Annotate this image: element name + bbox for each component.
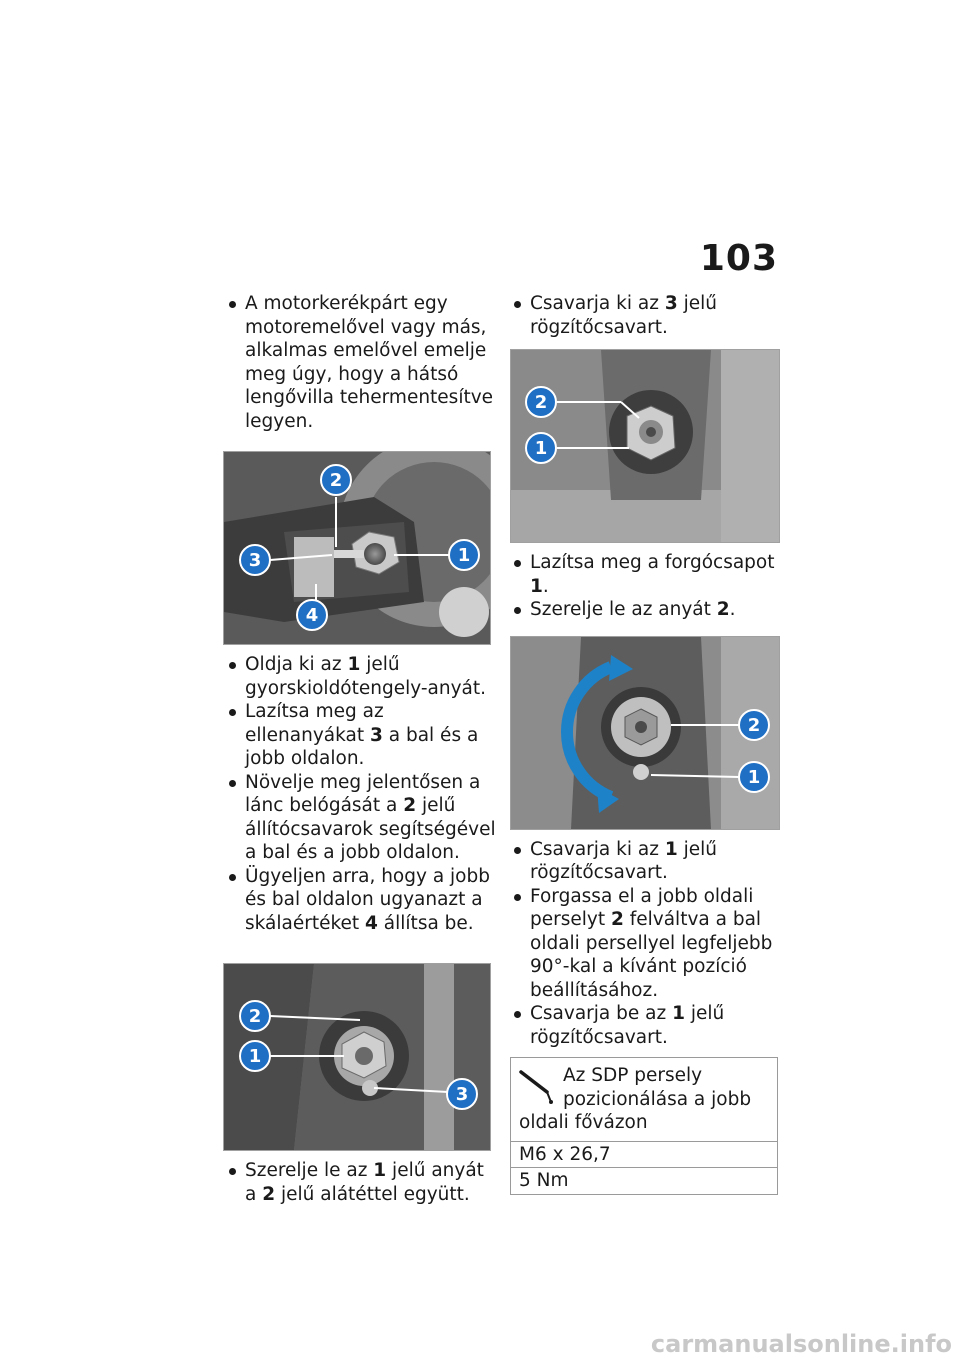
- callout-2: 2: [248, 1006, 262, 1027]
- step-loosen-axle-nut: Oldja ki az 1 jelű gyorskioldótengely-anyát.: [225, 653, 497, 700]
- page-number: 103: [699, 238, 778, 279]
- callout-2: 2: [329, 470, 343, 491]
- watermark-text: carmanualsonline.info: [650, 1330, 952, 1358]
- step-increase-chain-slack: Növelje meg jelentősen a lánc belógását a 2 jelű állítócsavarok segítségével a bal és a jobb oldalon.: [225, 771, 497, 865]
- step-remove-nut-washer: Szerelje le az 1 jelű anyát a 2 jelű alátéttel együtt.: [225, 1159, 497, 1206]
- step-match-scale: Ügyeljen arra, hogy a jobb és bal oldalon ugyanazt a skálaértéket 4 állítsa be.: [225, 865, 497, 936]
- step-remove-nut-2: Szerelje le az anyát 2.: [510, 598, 782, 622]
- callout-1: 1: [747, 766, 761, 788]
- step-lift-motorcycle: A motorkerékpárt egy motoremelővel vagy más, alkalmas emelővel emelje meg úgy, hogy a hátsó lengővilla tehermentesítve legyen.: [225, 292, 497, 433]
- step-remove-screw-3: Csavarja ki az 3 jelű rögzítőcsavart.: [510, 292, 782, 339]
- callout-2: 2: [534, 392, 548, 413]
- torque-spec-table: [510, 1057, 778, 1195]
- spec-size: M6 x 26,7: [511, 1141, 778, 1168]
- right-column: [510, 292, 782, 1195]
- spec-title: Az SDP persely pozicionálása a jobb oldali fővázon: [519, 1065, 752, 1133]
- callout-1: 1: [534, 438, 548, 459]
- callout-3: 3: [248, 550, 262, 571]
- callout-4: 4: [305, 605, 319, 626]
- spec-torque: 5 Nm: [511, 1168, 778, 1195]
- callout-1: 1: [248, 1046, 262, 1067]
- callout-1: 1: [457, 545, 471, 566]
- step-loosen-locknuts: Lazítsa meg az ellenanyákat 3 a bal és a jobb oldalon.: [225, 700, 497, 771]
- figure-axle-nut: [223, 963, 491, 1151]
- figure-pivot-nut: [510, 349, 780, 543]
- step-loosen-pivot: Lazítsa meg a forgócsapot 1.: [510, 551, 782, 598]
- spec-title-cell: [511, 1058, 778, 1142]
- figure-chain-adjuster: [223, 451, 491, 645]
- callout-2: 2: [747, 714, 761, 736]
- left-column: [225, 292, 497, 1206]
- step-rotate-bushing: Forgassa el a jobb oldali perselyt 2 felváltva a bal oldali persellyel legfeljebb 90°-kal a kívánt pozíció beállításához.: [510, 885, 782, 1003]
- callout-3: 3: [455, 1084, 469, 1105]
- step-install-screw-1: Csavarja be az 1 jelű rögzítőcsavart.: [510, 1002, 782, 1049]
- torque-wrench-icon: [517, 1064, 559, 1106]
- figure-bushing-rotation: [510, 636, 780, 830]
- step-remove-screw-1: Csavarja ki az 1 jelű rögzítőcsavart.: [510, 838, 782, 885]
